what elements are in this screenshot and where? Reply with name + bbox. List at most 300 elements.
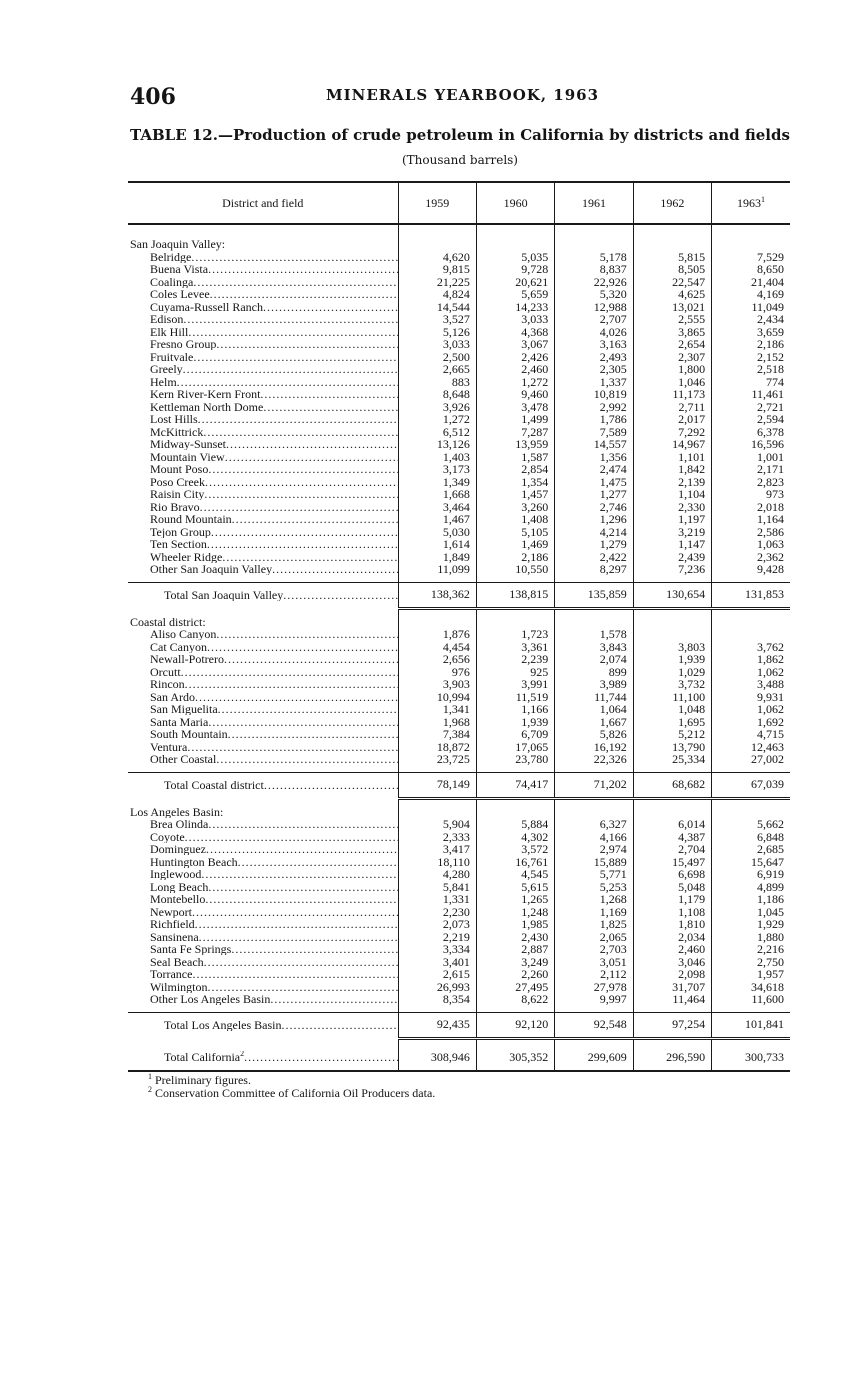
value-cell: 3,843 — [555, 641, 633, 654]
empty-cell — [398, 806, 476, 819]
value-cell: 1,337 — [555, 376, 633, 389]
value-cell: 3,732 — [633, 678, 711, 691]
value-cell: 5,178 — [555, 251, 633, 264]
value-cell: 26,993 — [398, 981, 476, 994]
field-name-cell — [128, 263, 398, 276]
value-cell: 2,460 — [633, 943, 711, 956]
column-header-1961: 1961 — [555, 182, 633, 224]
total-value-cell: 71,202 — [555, 772, 633, 798]
field-name-cell — [128, 716, 398, 729]
value-cell: 27,002 — [712, 753, 790, 766]
empty-cell — [555, 616, 633, 629]
group-heading-row — [128, 238, 790, 251]
table-row — [128, 451, 790, 464]
value-cell: 8,648 — [398, 388, 476, 401]
value-cell: 1,166 — [476, 703, 554, 716]
table-row — [128, 943, 790, 956]
value-cell: 883 — [398, 376, 476, 389]
table-row — [128, 666, 790, 679]
total-label-cell — [128, 582, 398, 608]
value-cell: 21,404 — [712, 276, 790, 289]
table-row — [128, 538, 790, 551]
value-cell: 1,046 — [633, 376, 711, 389]
value-cell: 34,618 — [712, 981, 790, 994]
value-cell: 5,884 — [476, 818, 554, 831]
value-cell: 3,067 — [476, 338, 554, 351]
empty-cell — [555, 806, 633, 819]
value-cell: 3,046 — [633, 956, 711, 969]
total-value-cell: 92,435 — [398, 1012, 476, 1038]
field-name: Other Coastal ..... — [150, 753, 398, 765]
field-name-cell — [128, 981, 398, 994]
value-cell: 1,800 — [633, 363, 711, 376]
value-cell: 3,478 — [476, 401, 554, 414]
grand-total-value-cell: 300,733 — [712, 1046, 790, 1071]
value-cell: 2,703 — [555, 943, 633, 956]
value-cell: 9,815 — [398, 263, 476, 276]
value-cell: 2,074 — [555, 653, 633, 666]
value-cell: 2,152 — [712, 351, 790, 364]
field-name: Fruitvale ..... — [150, 351, 398, 363]
value-cell: 18,872 — [398, 741, 476, 754]
value-cell: 2,460 — [476, 363, 554, 376]
table-row — [128, 906, 790, 919]
value-cell: 3,173 — [398, 463, 476, 476]
table-row — [128, 363, 790, 376]
value-cell: 2,430 — [476, 931, 554, 944]
empty-cell — [476, 238, 554, 251]
spacer-cell — [128, 798, 398, 806]
value-cell: 1,469 — [476, 538, 554, 551]
value-cell: 6,378 — [712, 426, 790, 439]
value-cell: 2,711 — [633, 401, 711, 414]
grand-total-label-text: Total California — [164, 1051, 241, 1064]
field-name: Montebello ..... — [150, 893, 398, 905]
value-cell: 1,147 — [633, 538, 711, 551]
table-row — [128, 981, 790, 994]
value-cell: 1,001 — [712, 451, 790, 464]
field-name-cell — [128, 956, 398, 969]
grand-total-row — [128, 1046, 790, 1071]
table-unit: (Thousand barrels) — [402, 153, 518, 167]
value-cell: 2,594 — [712, 413, 790, 426]
value-cell: 1,408 — [476, 513, 554, 526]
value-cell: 15,889 — [555, 856, 633, 869]
value-cell: 2,362 — [712, 551, 790, 564]
field-name: Edison ..... — [150, 313, 398, 325]
field-name-cell — [128, 678, 398, 691]
field-name-cell — [128, 363, 398, 376]
table-title: TABLE 12.—Production of crude petroleum in California by districts and fields — [130, 126, 790, 144]
value-cell: 10,819 — [555, 388, 633, 401]
value-cell: 2,493 — [555, 351, 633, 364]
value-cell: 6,327 — [555, 818, 633, 831]
total-value-cell: 78,149 — [398, 772, 476, 798]
value-cell: 1,667 — [555, 716, 633, 729]
value-cell: 1,104 — [633, 488, 711, 501]
spacer-row — [128, 1038, 790, 1046]
total-value-cell: 67,039 — [712, 772, 790, 798]
field-name-cell — [128, 288, 398, 301]
field-name-cell — [128, 818, 398, 831]
table-row — [128, 388, 790, 401]
value-cell: 1,825 — [555, 918, 633, 931]
field-name: Dominguez ..... — [150, 843, 398, 855]
value-cell: 7,287 — [476, 426, 554, 439]
value-cell: 2,434 — [712, 313, 790, 326]
field-name-cell — [128, 993, 398, 1006]
petroleum-production-table — [128, 181, 790, 1072]
value-cell: 1,063 — [712, 538, 790, 551]
value-cell: 1,062 — [712, 666, 790, 679]
value-cell: 21,225 — [398, 276, 476, 289]
value-cell: 8,650 — [712, 263, 790, 276]
value-cell: 774 — [712, 376, 790, 389]
table-row — [128, 551, 790, 564]
value-cell: 973 — [712, 488, 790, 501]
table-row — [128, 426, 790, 439]
value-cell: 1,985 — [476, 918, 554, 931]
value-cell: 5,659 — [476, 288, 554, 301]
value-cell: 9,931 — [712, 691, 790, 704]
value-cell: 8,837 — [555, 263, 633, 276]
field-name-cell — [128, 856, 398, 869]
field-name: Ten Section ..... — [150, 538, 398, 550]
value-cell: 1,939 — [476, 716, 554, 729]
value-cell: 7,236 — [633, 563, 711, 576]
field-name-cell — [128, 338, 398, 351]
value-cell: 1,164 — [712, 513, 790, 526]
value-cell: 5,035 — [476, 251, 554, 264]
value-cell: 2,615 — [398, 968, 476, 981]
field-name: Seal Beach ..... — [150, 956, 398, 968]
value-cell: 1,457 — [476, 488, 554, 501]
value-cell: 3,051 — [555, 956, 633, 969]
table-body — [128, 224, 790, 1071]
total-value-cell: 135,859 — [555, 582, 633, 608]
value-cell: 23,725 — [398, 753, 476, 766]
value-cell: 1,723 — [476, 628, 554, 641]
value-cell: 10,994 — [398, 691, 476, 704]
value-cell: 22,547 — [633, 276, 711, 289]
total-value-cell: 92,548 — [555, 1012, 633, 1038]
field-name-cell — [128, 376, 398, 389]
field-name: Mountain View ..... — [150, 451, 398, 463]
field-name: San Ardo ..... — [150, 691, 398, 703]
value-cell: 3,762 — [712, 641, 790, 654]
empty-cell — [712, 616, 790, 629]
field-name: Rincon ..... — [150, 678, 398, 690]
field-name: Tejon Group ..... — [150, 526, 398, 538]
value-cell: 14,544 — [398, 301, 476, 314]
footnote-mark: 2 — [148, 1085, 152, 1094]
value-cell: 1,279 — [555, 538, 633, 551]
field-name-cell — [128, 563, 398, 576]
table-row — [128, 818, 790, 831]
group-heading: Los Angeles Basin: — [130, 805, 224, 818]
total-label-cell — [128, 1012, 398, 1038]
value-cell: 1,968 — [398, 716, 476, 729]
value-cell: 31,707 — [633, 981, 711, 994]
value-cell: 9,997 — [555, 993, 633, 1006]
total-value-cell: 101,841 — [712, 1012, 790, 1038]
value-cell: 2,219 — [398, 931, 476, 944]
value-cell: 1,403 — [398, 451, 476, 464]
value-cell: 3,991 — [476, 678, 554, 691]
value-cell: 2,439 — [633, 551, 711, 564]
field-name: Sansinena ..... — [150, 931, 398, 943]
total-value-cell: 92,120 — [476, 1012, 554, 1038]
value-cell: 3,249 — [476, 956, 554, 969]
field-name-cell — [128, 943, 398, 956]
field-name-cell — [128, 501, 398, 514]
value-cell: 3,260 — [476, 501, 554, 514]
value-cell: 4,169 — [712, 288, 790, 301]
value-cell: 4,454 — [398, 641, 476, 654]
table-row — [128, 326, 790, 339]
value-cell: 2,073 — [398, 918, 476, 931]
value-cell: 1,108 — [633, 906, 711, 919]
empty-cell — [633, 806, 711, 819]
table-row — [128, 338, 790, 351]
column-header-1962: 1962 — [633, 182, 711, 224]
field-name: Mount Poso ..... — [150, 463, 398, 475]
field-name-cell — [128, 551, 398, 564]
value-cell: 5,771 — [555, 868, 633, 881]
value-cell: 3,803 — [633, 641, 711, 654]
footnote-mark: 1 — [148, 1072, 152, 1081]
value-cell: 1,048 — [633, 703, 711, 716]
spacer-cell — [633, 798, 711, 806]
value-cell: 2,186 — [712, 338, 790, 351]
table-row — [128, 413, 790, 426]
spacer-cell — [555, 224, 633, 238]
spacer-cell — [633, 608, 711, 616]
value-cell: 1,810 — [633, 918, 711, 931]
field-name: Orcutt ..... — [150, 666, 398, 678]
table-row — [128, 263, 790, 276]
value-cell: 14,233 — [476, 301, 554, 314]
value-cell: 1,842 — [633, 463, 711, 476]
field-name: Torrance ..... — [150, 968, 398, 980]
value-cell: 4,387 — [633, 831, 711, 844]
field-name-cell — [128, 451, 398, 464]
value-cell: 4,166 — [555, 831, 633, 844]
table-row — [128, 918, 790, 931]
field-name-cell — [128, 438, 398, 451]
value-cell: 1,578 — [555, 628, 633, 641]
column-header-1959: 1959 — [398, 182, 476, 224]
value-cell: 1,349 — [398, 476, 476, 489]
total-value-cell: 138,815 — [476, 582, 554, 608]
value-cell: 3,989 — [555, 678, 633, 691]
value-cell: 4,899 — [712, 881, 790, 894]
value-cell: 16,761 — [476, 856, 554, 869]
value-cell: 3,903 — [398, 678, 476, 691]
field-name: Kern River-Kern Front ..... — [150, 388, 398, 400]
table-row — [128, 628, 790, 641]
table-row — [128, 868, 790, 881]
footnote-2 — [148, 1087, 435, 1100]
value-cell: 15,497 — [633, 856, 711, 869]
value-cell: 2,426 — [476, 351, 554, 364]
spacer-cell — [128, 1038, 398, 1046]
value-cell: 5,904 — [398, 818, 476, 831]
value-cell: 4,026 — [555, 326, 633, 339]
field-name-cell — [128, 691, 398, 704]
value-cell: 17,065 — [476, 741, 554, 754]
table-row — [128, 716, 790, 729]
field-name: South Mountain ..... — [150, 728, 398, 740]
empty-cell — [633, 238, 711, 251]
value-cell: 1,880 — [712, 931, 790, 944]
value-cell: 2,685 — [712, 843, 790, 856]
field-name: Santa Maria ..... — [150, 716, 398, 728]
grand-total-label — [164, 1051, 398, 1063]
table-row — [128, 276, 790, 289]
value-cell — [712, 628, 790, 641]
value-cell: 2,230 — [398, 906, 476, 919]
field-name: Round Mountain ..... — [150, 513, 398, 525]
spacer-cell — [555, 608, 633, 616]
value-cell: 1,467 — [398, 513, 476, 526]
value-cell: 4,214 — [555, 526, 633, 539]
table-row — [128, 476, 790, 489]
table-row — [128, 956, 790, 969]
value-cell: 1,101 — [633, 451, 711, 464]
value-cell: 5,662 — [712, 818, 790, 831]
value-cell: 12,463 — [712, 741, 790, 754]
value-cell: 2,656 — [398, 653, 476, 666]
value-cell: 2,112 — [555, 968, 633, 981]
spacer-cell — [633, 1038, 711, 1046]
value-cell: 1,939 — [633, 653, 711, 666]
table-row — [128, 881, 790, 894]
value-cell: 4,368 — [476, 326, 554, 339]
field-name-cell — [128, 426, 398, 439]
grand-total-note: 2 — [240, 1051, 245, 1059]
value-cell: 1,341 — [398, 703, 476, 716]
spacer-cell — [128, 224, 398, 238]
spacer-cell — [398, 798, 476, 806]
total-value-cell: 138,362 — [398, 582, 476, 608]
value-cell: 1,045 — [712, 906, 790, 919]
field-name: Other Los Angeles Basin ..... — [150, 993, 398, 1005]
value-cell: 1,614 — [398, 538, 476, 551]
value-cell: 5,815 — [633, 251, 711, 264]
value-cell: 4,545 — [476, 868, 554, 881]
group-heading: San Joaquin Valley: — [130, 238, 226, 251]
column-header-1963 — [712, 182, 790, 224]
value-cell: 14,967 — [633, 438, 711, 451]
table-row — [128, 691, 790, 704]
value-cell: 4,824 — [398, 288, 476, 301]
value-cell: 20,621 — [476, 276, 554, 289]
field-name-cell — [128, 401, 398, 414]
empty-cell — [633, 616, 711, 629]
field-name-cell — [128, 301, 398, 314]
group-heading-row — [128, 616, 790, 629]
spacer-row — [128, 608, 790, 616]
footnote-text: Conservation Committee of California Oil Producers data. — [155, 1086, 436, 1100]
spacer-cell — [476, 798, 554, 806]
value-cell: 11,600 — [712, 993, 790, 1006]
value-cell: 3,417 — [398, 843, 476, 856]
field-name-cell — [128, 831, 398, 844]
field-name: Raisin City ..... — [150, 488, 398, 500]
field-name: Midway-Sunset ..... — [150, 438, 398, 450]
value-cell: 4,620 — [398, 251, 476, 264]
field-name: Helm ..... — [150, 376, 398, 388]
field-name: Rio Bravo ..... — [150, 501, 398, 513]
value-cell: 7,292 — [633, 426, 711, 439]
value-cell: 1,354 — [476, 476, 554, 489]
table-header-row — [128, 182, 790, 224]
grand-total-value-cell: 305,352 — [476, 1046, 554, 1071]
value-cell: 2,034 — [633, 931, 711, 944]
value-cell: 2,992 — [555, 401, 633, 414]
value-cell: 9,428 — [712, 563, 790, 576]
value-cell: 2,721 — [712, 401, 790, 414]
field-name-cell — [128, 351, 398, 364]
field-name-cell — [128, 653, 398, 666]
total-label: Total San Joaquin Valley ..... — [164, 589, 398, 601]
table-row — [128, 251, 790, 264]
value-cell: 1,169 — [555, 906, 633, 919]
value-cell: 2,018 — [712, 501, 790, 514]
spacer-cell — [712, 224, 790, 238]
spacer-cell — [555, 798, 633, 806]
table-row — [128, 741, 790, 754]
spacer-cell — [398, 1038, 476, 1046]
value-cell: 8,505 — [633, 263, 711, 276]
value-cell: 3,033 — [398, 338, 476, 351]
field-name: Long Beach ..... — [150, 881, 398, 893]
value-cell: 2,887 — [476, 943, 554, 956]
table-row — [128, 893, 790, 906]
field-name-cell — [128, 881, 398, 894]
value-cell: 3,659 — [712, 326, 790, 339]
group-total-row — [128, 772, 790, 798]
table-row — [128, 753, 790, 766]
total-value-cell: 130,654 — [633, 582, 711, 608]
field-name: Newport ..... — [150, 906, 398, 918]
value-cell: 11,173 — [633, 388, 711, 401]
value-cell: 1,786 — [555, 413, 633, 426]
value-cell: 5,105 — [476, 526, 554, 539]
field-name: San Miguelita ..... — [150, 703, 398, 715]
grand-total-label-cell — [128, 1046, 398, 1071]
spacer-cell — [476, 1038, 554, 1046]
spacer-cell — [555, 1038, 633, 1046]
value-cell: 2,746 — [555, 501, 633, 514]
field-name: Huntington Beach ..... — [150, 856, 398, 868]
value-cell: 6,919 — [712, 868, 790, 881]
value-cell: 3,163 — [555, 338, 633, 351]
empty-cell — [398, 238, 476, 251]
value-cell: 1,929 — [712, 918, 790, 931]
field-name: Fresno Group ..... — [150, 338, 398, 350]
value-cell: 16,192 — [555, 741, 633, 754]
field-name: Cat Canyon ..... — [150, 641, 398, 653]
value-cell: 1,499 — [476, 413, 554, 426]
value-cell: 2,017 — [633, 413, 711, 426]
value-cell: 1,272 — [476, 376, 554, 389]
table-row — [128, 728, 790, 741]
value-cell: 1,475 — [555, 476, 633, 489]
field-name-cell — [128, 628, 398, 641]
value-cell: 3,527 — [398, 313, 476, 326]
